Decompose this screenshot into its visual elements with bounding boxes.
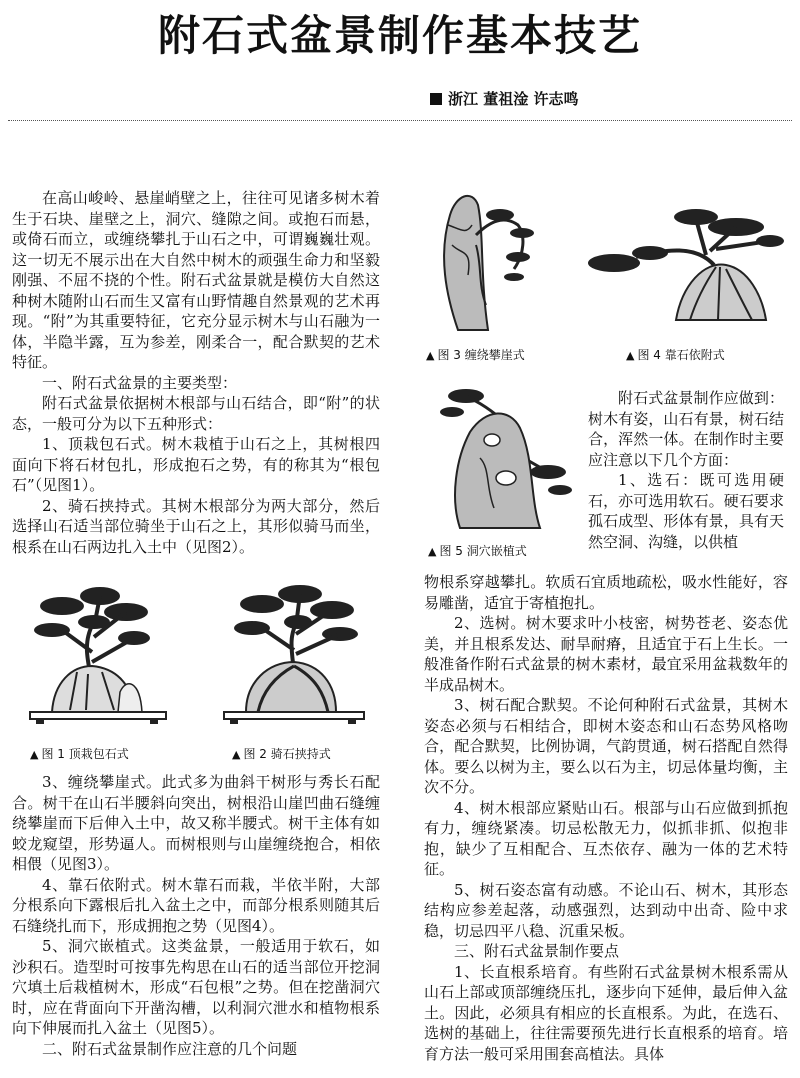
triangle-icon: ▲ — [30, 748, 39, 761]
paragraph: 3、树石配合默契。不论何种附石式盆景，其树木姿态必须与石相结合，即树木姿态和山石态势风格吻合，配合默契，比例协调，气韵贯通，树石搭配自然得体。要么以树为主，要么以石为主，切忌体量均衡，主次不分。 — [424, 696, 788, 796]
paragraph: 2、选树。树木要求叶小枝密，树势苍老、姿态优美，并且根系发达、耐旱耐瘠，且适宜于石上生长。一般准备作附石式盆景的树木素材，最宜采用盆栽数年的半成品树木。 — [424, 614, 788, 694]
figure-4-illustration — [586, 205, 786, 325]
caption-text: 图 2 骑石挟持式 — [243, 747, 331, 761]
triangle-icon: ▲ — [232, 748, 241, 761]
triangle-icon: ▲ — [626, 349, 635, 362]
author-names: 浙江 董祖淦 许志鸣 — [448, 90, 579, 108]
paragraph: 5、洞穴嵌植式。这类盆景，一般适用于软石，如沙积石。造型时可按事先构思在山石的适当部位开挖洞穴填土后栽植树木，形成“石包根”之势。但在挖凿洞穴时，应在背面向下开凿沟槽，以利洞穴泄水和植物根系向下伸展而扎入盆土（见图5）。 — [12, 937, 380, 1037]
author-byline — [430, 88, 578, 109]
paragraph: 附石式盆景制作应做到：树木有姿，山石有景，树石结合，浑然一体。在制作时主要应注意以下几个方面： — [588, 389, 784, 469]
paragraph: 3、缠绕攀崖式。此式多为曲斜干树形与秀长石配合。树干在山石半腰斜向突出，树根沿山崖凹曲石缝缠绕攀崖而下后伸入土中，故又称半腰式。树干主体有如蛟龙窥望，形势逼人。而树根则与山崖缠绕抱合，相依相偎（见图3）。 — [12, 773, 380, 873]
right-side-column — [588, 388, 784, 552]
section-heading: 一、附石式盆景的主要类型： — [42, 373, 238, 392]
caption-text: 图 5 洞穴嵌植式 — [439, 544, 527, 558]
figure-1-caption — [30, 745, 129, 762]
figure-2-caption — [232, 745, 331, 762]
figure-5-illustration — [430, 378, 580, 533]
paragraph: 2、骑石挟持式。其树木根部分为两大部分，然后选择山石适当部位骑坐于山石之上，其形似骑马而坐，根系在山石两边扎入土中（见图2）。 — [12, 496, 380, 556]
caption-text: 图 1 顶栽包石式 — [41, 747, 129, 761]
paragraph: 1、顶栽包石式。树木栽植于山石之上，其树根四面向下将石材包扎，形成抱石之势，有的称其为“根包石”（见图1）。 — [12, 435, 380, 494]
paragraph: 附石式盆景依据树木根部与山石结合，即“附”的状态，一般可分为以下五种形式： — [12, 394, 380, 433]
left-column-bottom — [12, 772, 380, 1059]
figure-1-illustration — [22, 582, 172, 732]
left-column-top — [12, 188, 380, 557]
paragraph: 4、靠石依附式。树木靠石而栽，半依半附，大部分根系向下露根后扎入盆土之中，而部分根系则随其后石缝绕扎而下，形成拥抱之势（见图4）。 — [12, 875, 380, 935]
figure-3-illustration — [428, 185, 538, 333]
paragraph: 1、选石：既可选用硬石，亦可选用软石。硬石要求孤石成型、形体有景，具有天然空洞、沟缝，以供植 — [588, 471, 784, 551]
article-title: 附石式盆景制作基本技艺 — [157, 11, 642, 60]
figure-5-caption — [428, 542, 527, 559]
caption-text: 图 4 靠石依附式 — [637, 348, 725, 362]
triangle-icon: ▲ — [428, 545, 437, 558]
caption-text: 图 3 缠绕攀崖式 — [437, 348, 525, 362]
paragraph: 4、树木根部应紧贴山石。根部与山石应做到抓抱有力，缠绕紧凑。切忌松散无力，似抓非抓、似抱非抱，缺少了互相配合、互杰依存、融为一体的艺术特征。 — [424, 798, 788, 878]
header-divider — [8, 120, 792, 121]
paragraph: 在高山峻岭、悬崖峭壁之上，往往可见诸多树木着生于石块、崖壁之上，洞穴、缝隙之间。或抱石而悬，或倚石而立，或缠绕攀扎于山石之中，可谓巍巍壮观。这一切无不展示出在大自然中树木的顽强生命力和坚毅刚强、不屈不挠的个性。附石式盆景就是模仿大自然这种树木随附山石而生又富有山野情趣自然景观的艺术再现。“附”为其重要特征，它充分显示树木与山石融为一体，半隐半露，互为参差，刚柔合一，配合默契的艺术特征。 — [12, 189, 380, 371]
figure-4-caption — [626, 346, 725, 363]
figure-3-caption — [426, 346, 525, 363]
paragraph: 物根系穿越攀扎。软质石宜质地疏松，吸水性能好，容易雕凿，适宜于寄植抱扎。 — [424, 573, 788, 612]
section-heading: 三、附石式盆景制作要点 — [454, 942, 620, 960]
paragraph: 1、长直根系培育。有些附石式盆景树木根系需从山石上部或顶部缠绕压扎，逐步向下延伸，最后伸入盆土。因此，必须具有相应的长直根系。为此，在选石、选树的基础上，往往需要预先进行长直根系的培育。培育方法一般可采用围套高植法。具体 — [424, 962, 788, 1063]
triangle-icon: ▲ — [426, 349, 435, 362]
figure-2-illustration — [212, 582, 372, 732]
right-main-column — [424, 572, 788, 1064]
paragraph: 5、树石姿态富有动感。不论山石、树木，其形态结构应参差起落，动感强烈，达到动中出奇、险中求稳，切忌四平八稳、沉重呆板。 — [424, 880, 788, 940]
square-bullet-icon — [430, 93, 442, 105]
section-heading: 二、附石式盆景制作应注意的几个问题 — [42, 1039, 298, 1058]
